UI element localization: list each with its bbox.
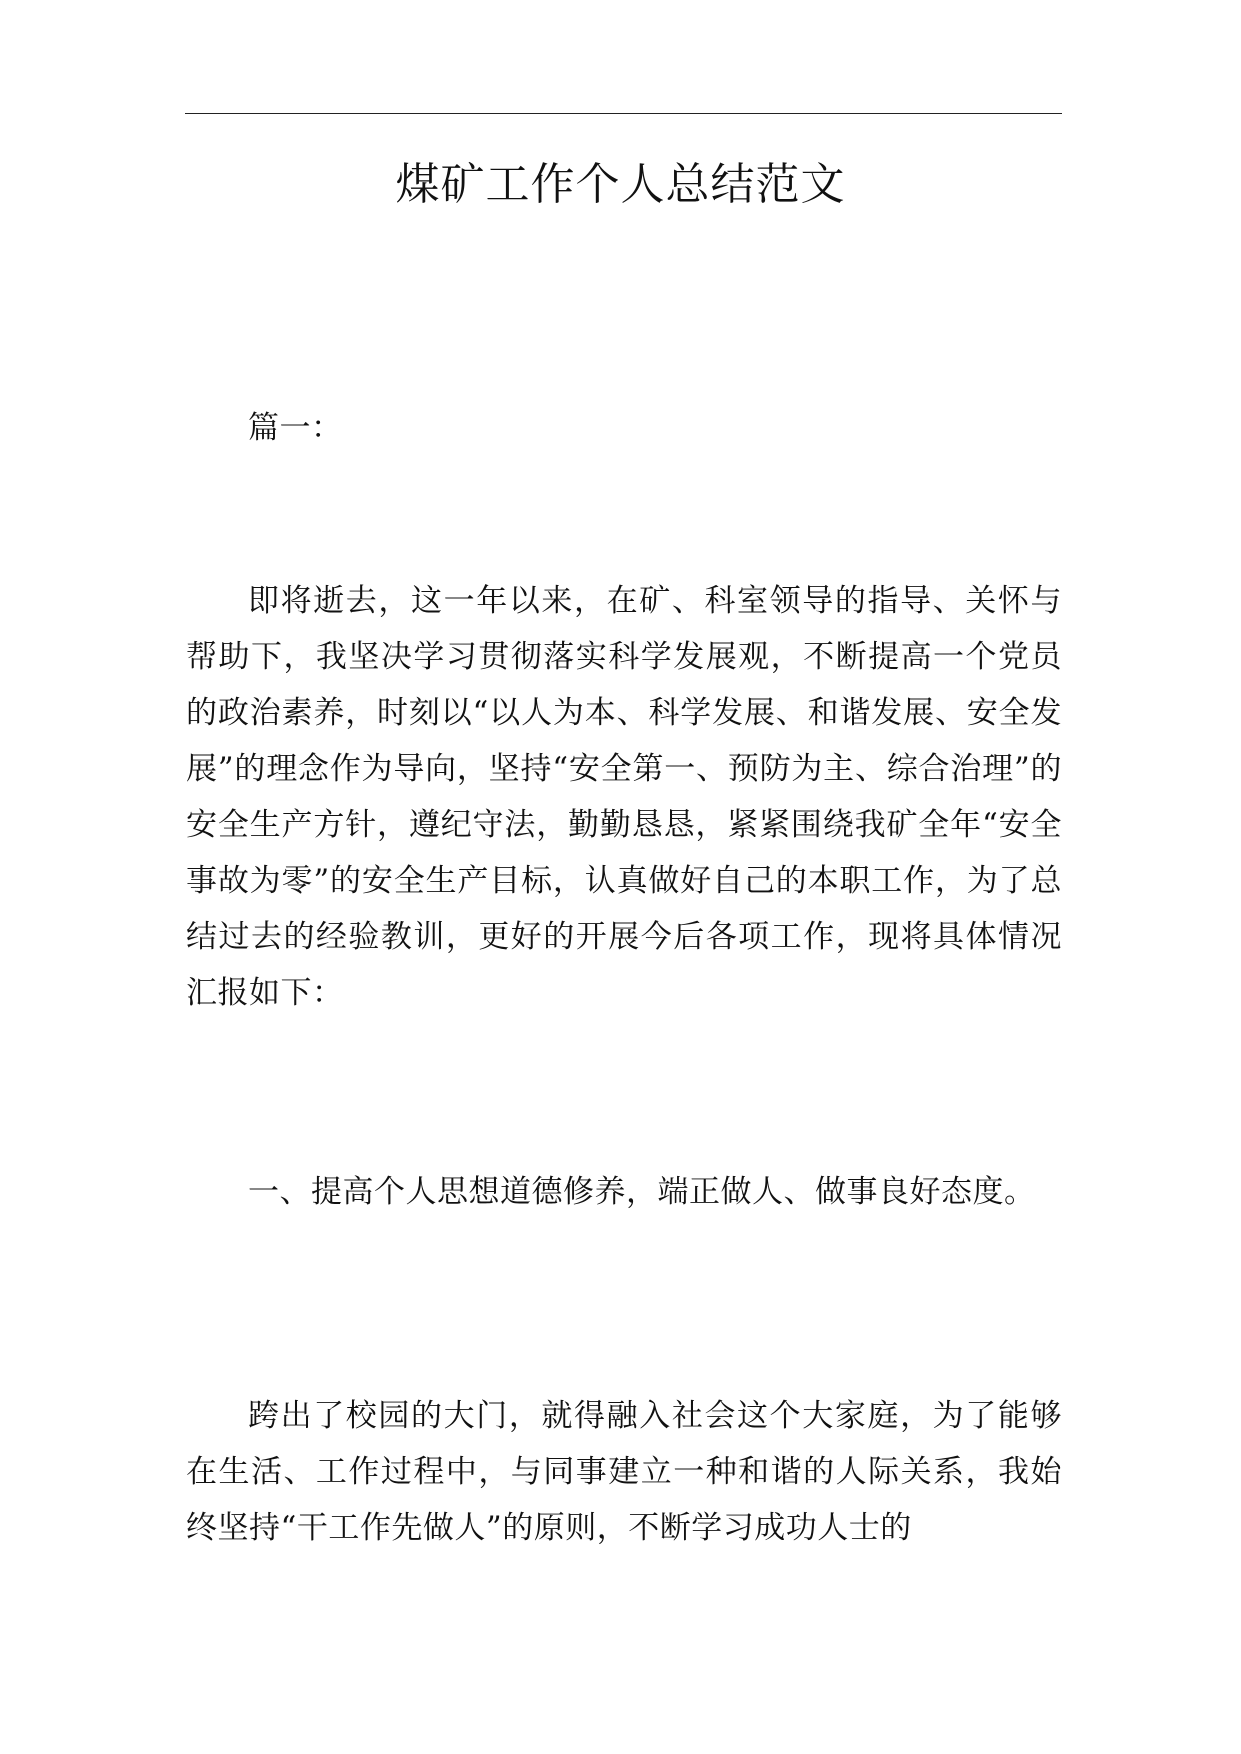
paragraph-intro: 即将逝去，这一年以来，在矿、科室领导的指导、关怀与帮助下，我坚决学习贯彻落实科学发展观，不断提高一个党员的政治素养，时刻以“以人为本、科学发展、和谐发展、安全发展”的理念作为导向，坚持“安全第一、预防为主、综合治理”的安全生产方针，遵纪守法，勤勤恳恳，紧紧围绕我矿全年“安全事故为零”的安全生产目标，认真做好自己的本职工作，为了总结过去的经验教训，更好的开展今后各项工作，现将具体情况汇报如下： (186, 583, 1062, 1011)
paragraph-school: 跨出了校园的大门，就得融入社会这个大家庭，为了能够在生活、工作过程中，与同事建立一种和谐的人际关系，我始终坚持“干工作先做人”的原则，不断学习成功人士的 (186, 1398, 1062, 1546)
section-heading-one: 一、提高个人思想道德修养，端正做人、做事良好态度。 (248, 1174, 1036, 1210)
section-label: 篇一： (248, 410, 343, 446)
header-rule (185, 113, 1062, 114)
document-title: 煤矿工作个人总结范文 (395, 159, 846, 210)
